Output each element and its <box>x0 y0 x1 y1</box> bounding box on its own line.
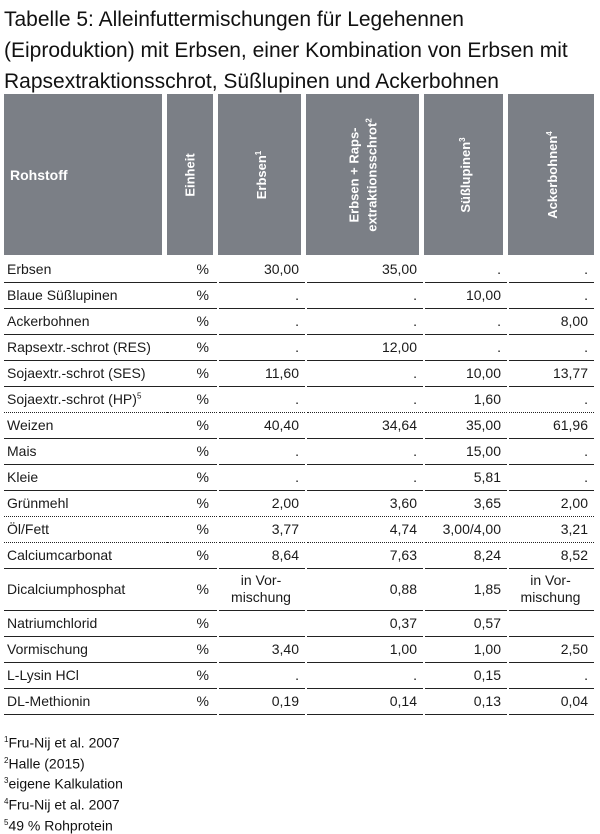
row-value: . <box>508 464 594 490</box>
footnote-item <box>4 731 123 752</box>
row-value: 3,21 <box>508 516 594 542</box>
row-label-text: Erbsen <box>7 260 52 277</box>
row-value: . <box>508 256 594 282</box>
row-value: 7,63 <box>306 542 424 568</box>
row-label-text: Natriumchlorid <box>7 615 98 631</box>
row-label <box>4 360 167 386</box>
row-unit: % <box>167 464 218 490</box>
footnote-text: Fru-Nij et al. 2007 <box>8 734 120 751</box>
header-erbsen-label: Erbsen <box>253 154 269 199</box>
row-label-text: Sojaextr.-schrot (HP) <box>7 391 137 407</box>
row-value: . <box>306 282 424 308</box>
row-label-footnote-ref: 5 <box>136 391 142 401</box>
row-label <box>4 662 167 688</box>
row-value: 1,60 <box>424 386 508 412</box>
row-label <box>4 688 167 714</box>
row-value: 11,60 <box>218 360 306 386</box>
row-value: . <box>424 256 508 282</box>
header-erbsen-footnote-ref: 1 <box>253 150 263 155</box>
row-label-text: DL-Methionin <box>7 693 91 709</box>
table-row <box>4 334 594 360</box>
row-value: . <box>218 662 306 688</box>
row-value: 1,85 <box>424 568 508 610</box>
row-value: . <box>306 386 424 412</box>
row-value: 0,88 <box>306 568 424 610</box>
row-unit: % <box>167 636 218 662</box>
row-value <box>508 610 594 636</box>
table-row <box>4 256 594 282</box>
row-value: 5,81 <box>424 464 508 490</box>
row-value: . <box>306 360 424 386</box>
row-value: . <box>218 386 306 412</box>
table-row <box>4 308 594 334</box>
row-value: . <box>306 308 424 334</box>
row-value: 0,13 <box>424 688 508 714</box>
row-value: . <box>508 334 594 360</box>
row-value: 35,00 <box>424 412 508 438</box>
row-value: 3,00/4,00 <box>424 516 508 542</box>
row-label <box>4 282 167 308</box>
footnote-text: Fru-Nij et al. 2007 <box>8 796 120 813</box>
row-label <box>4 610 167 636</box>
footnote-number: 2 <box>4 755 9 765</box>
row-label-text: Rapsextr.-schrot (RES) <box>7 339 151 355</box>
row-value: 40,40 <box>218 412 306 438</box>
header-erbsen <box>218 94 306 256</box>
row-value: . <box>306 662 424 688</box>
row-label-text: Dicalciumphosphat <box>7 581 126 597</box>
footnote-item <box>4 752 123 773</box>
header-suesslupinen <box>424 94 508 256</box>
row-value: . <box>508 438 594 464</box>
row-unit: % <box>167 490 218 516</box>
header-ackerbohnen <box>508 94 594 256</box>
row-unit: % <box>167 568 218 610</box>
table-row <box>4 516 594 542</box>
row-unit: % <box>167 360 218 386</box>
footnote-text: 49 % Rohprotein <box>8 817 113 834</box>
row-value: 13,77 <box>508 360 594 386</box>
row-value: 3,65 <box>424 490 508 516</box>
footnote-text: eigene Kalkulation <box>8 775 123 792</box>
table-row <box>4 636 594 662</box>
table-title: Tabelle 5: Alleinfuttermischungen für Legehennen (Eiproduktion) mit Erbsen, einer Kombination von Erbsen mit Rapsextraktionsschrot, Süßlupinen und Ackerbohnen <box>4 8 568 93</box>
row-value: . <box>218 308 306 334</box>
row-label-text: Calciumcarbonat <box>7 547 113 563</box>
row-value: 2,50 <box>508 636 594 662</box>
row-label <box>4 568 167 610</box>
row-value: 3,60 <box>306 490 424 516</box>
row-label <box>4 412 167 438</box>
row-value: . <box>424 334 508 360</box>
row-value: . <box>508 386 594 412</box>
row-value: 61,96 <box>508 412 594 438</box>
feed-mix-table <box>4 94 594 715</box>
row-value: . <box>218 438 306 464</box>
row-value: 0,14 <box>306 688 424 714</box>
header-rohstoff <box>4 94 167 256</box>
row-value: 30,00 <box>218 256 306 282</box>
footnote-number: 3 <box>4 776 9 786</box>
row-label <box>4 334 167 360</box>
row-value: 12,00 <box>306 334 424 360</box>
row-label-text: Öl/Fett <box>7 521 50 537</box>
row-label <box>4 636 167 662</box>
row-label <box>4 490 167 516</box>
footnote-item <box>4 814 123 834</box>
table-row <box>4 438 594 464</box>
header-lupinen-footnote-ref: 3 <box>457 136 467 142</box>
row-unit: % <box>167 688 218 714</box>
row-label-text: Mais <box>7 443 37 459</box>
row-value <box>218 610 306 636</box>
table-row <box>4 464 594 490</box>
table-row <box>4 412 594 438</box>
row-label <box>4 256 167 282</box>
footnote-number: 1 <box>4 735 9 744</box>
row-unit: % <box>167 542 218 568</box>
row-value: 0,19 <box>218 688 306 714</box>
row-unit: % <box>167 282 218 308</box>
row-value: . <box>424 308 508 334</box>
row-unit: % <box>167 438 218 464</box>
row-value: . <box>218 334 306 360</box>
row-unit: % <box>167 662 218 688</box>
table-row <box>4 610 594 636</box>
row-unit: % <box>167 610 218 636</box>
row-unit: % <box>167 386 218 412</box>
table-row <box>4 386 594 412</box>
row-label <box>4 438 167 464</box>
table-row <box>4 542 594 568</box>
row-label <box>4 516 167 542</box>
row-value: . <box>306 464 424 490</box>
row-label-text: Sojaextr.-schrot (SES) <box>7 365 146 381</box>
row-value: 1,00 <box>306 636 424 662</box>
row-value: 0,37 <box>306 610 424 636</box>
footnote-number: 5 <box>4 817 9 827</box>
header-ackerbohnen-footnote-ref: 4 <box>544 130 554 136</box>
footnotes <box>4 731 123 834</box>
row-value: . <box>306 438 424 464</box>
row-label-text: L-Lysin HCl <box>7 667 79 683</box>
row-value: in Vor- mischung <box>508 568 594 610</box>
row-unit: % <box>167 334 218 360</box>
row-value: 2,00 <box>218 490 306 516</box>
header-erbsen-raps <box>306 94 424 256</box>
row-unit: % <box>167 516 218 542</box>
row-value: . <box>218 464 306 490</box>
row-label-text: Ackerbohnen <box>7 313 90 329</box>
table-row <box>4 360 594 386</box>
footnote-number: 4 <box>4 796 9 806</box>
row-value: 10,00 <box>424 360 508 386</box>
row-value: 8,24 <box>424 542 508 568</box>
header-raps-line1: Erbsen + Raps- <box>345 126 361 223</box>
row-value: . <box>218 282 306 308</box>
row-value: 8,64 <box>218 542 306 568</box>
row-value: . <box>508 282 594 308</box>
row-label-text: Grünmehl <box>7 495 69 511</box>
table-row <box>4 662 594 688</box>
row-unit: % <box>167 308 218 334</box>
row-value: 10,00 <box>424 282 508 308</box>
row-value: 2,00 <box>508 490 594 516</box>
row-label <box>4 464 167 490</box>
header-raps-footnote-ref: 2 <box>363 117 373 123</box>
row-label <box>4 386 167 412</box>
row-value: 35,00 <box>306 256 424 282</box>
row-label-text: Kleie <box>7 469 39 485</box>
row-value: 34,64 <box>306 412 424 438</box>
header-rohstoff-label: Rohstoff <box>10 166 68 183</box>
row-value: 3,40 <box>218 636 306 662</box>
row-value: 8,52 <box>508 542 594 568</box>
header-einheit-label: Einheit <box>182 152 198 197</box>
row-unit: % <box>167 412 218 438</box>
table-row <box>4 568 594 610</box>
row-unit: % <box>167 256 218 282</box>
row-value: 3,77 <box>218 516 306 542</box>
footnote-text: Halle (2015) <box>8 755 85 772</box>
row-value: 8,00 <box>508 308 594 334</box>
table-row <box>4 282 594 308</box>
row-label <box>4 308 167 334</box>
header-ackerbohnen-label: Ackerbohnen <box>545 135 561 219</box>
row-label-text: Vormischung <box>7 641 88 657</box>
row-value: 0,04 <box>508 688 594 714</box>
header-lupinen-label: Süßlupinen <box>457 141 473 213</box>
footnote-item <box>4 793 123 814</box>
row-value: 1,00 <box>424 636 508 662</box>
header-einheit <box>167 94 218 256</box>
row-value: 0,57 <box>424 610 508 636</box>
row-value: 0,15 <box>424 662 508 688</box>
table-row <box>4 688 594 714</box>
row-value: in Vor- mischung <box>218 568 306 610</box>
row-value: 15,00 <box>424 438 508 464</box>
header-raps-line2: extraktionsschrot <box>364 122 380 232</box>
row-value: 4,74 <box>306 516 424 542</box>
row-label <box>4 542 167 568</box>
row-label-text: Weizen <box>7 417 54 433</box>
row-value: . <box>508 662 594 688</box>
footnote-item <box>4 772 123 793</box>
table-row <box>4 490 594 516</box>
row-label-text: Blaue Süßlupinen <box>7 287 118 303</box>
